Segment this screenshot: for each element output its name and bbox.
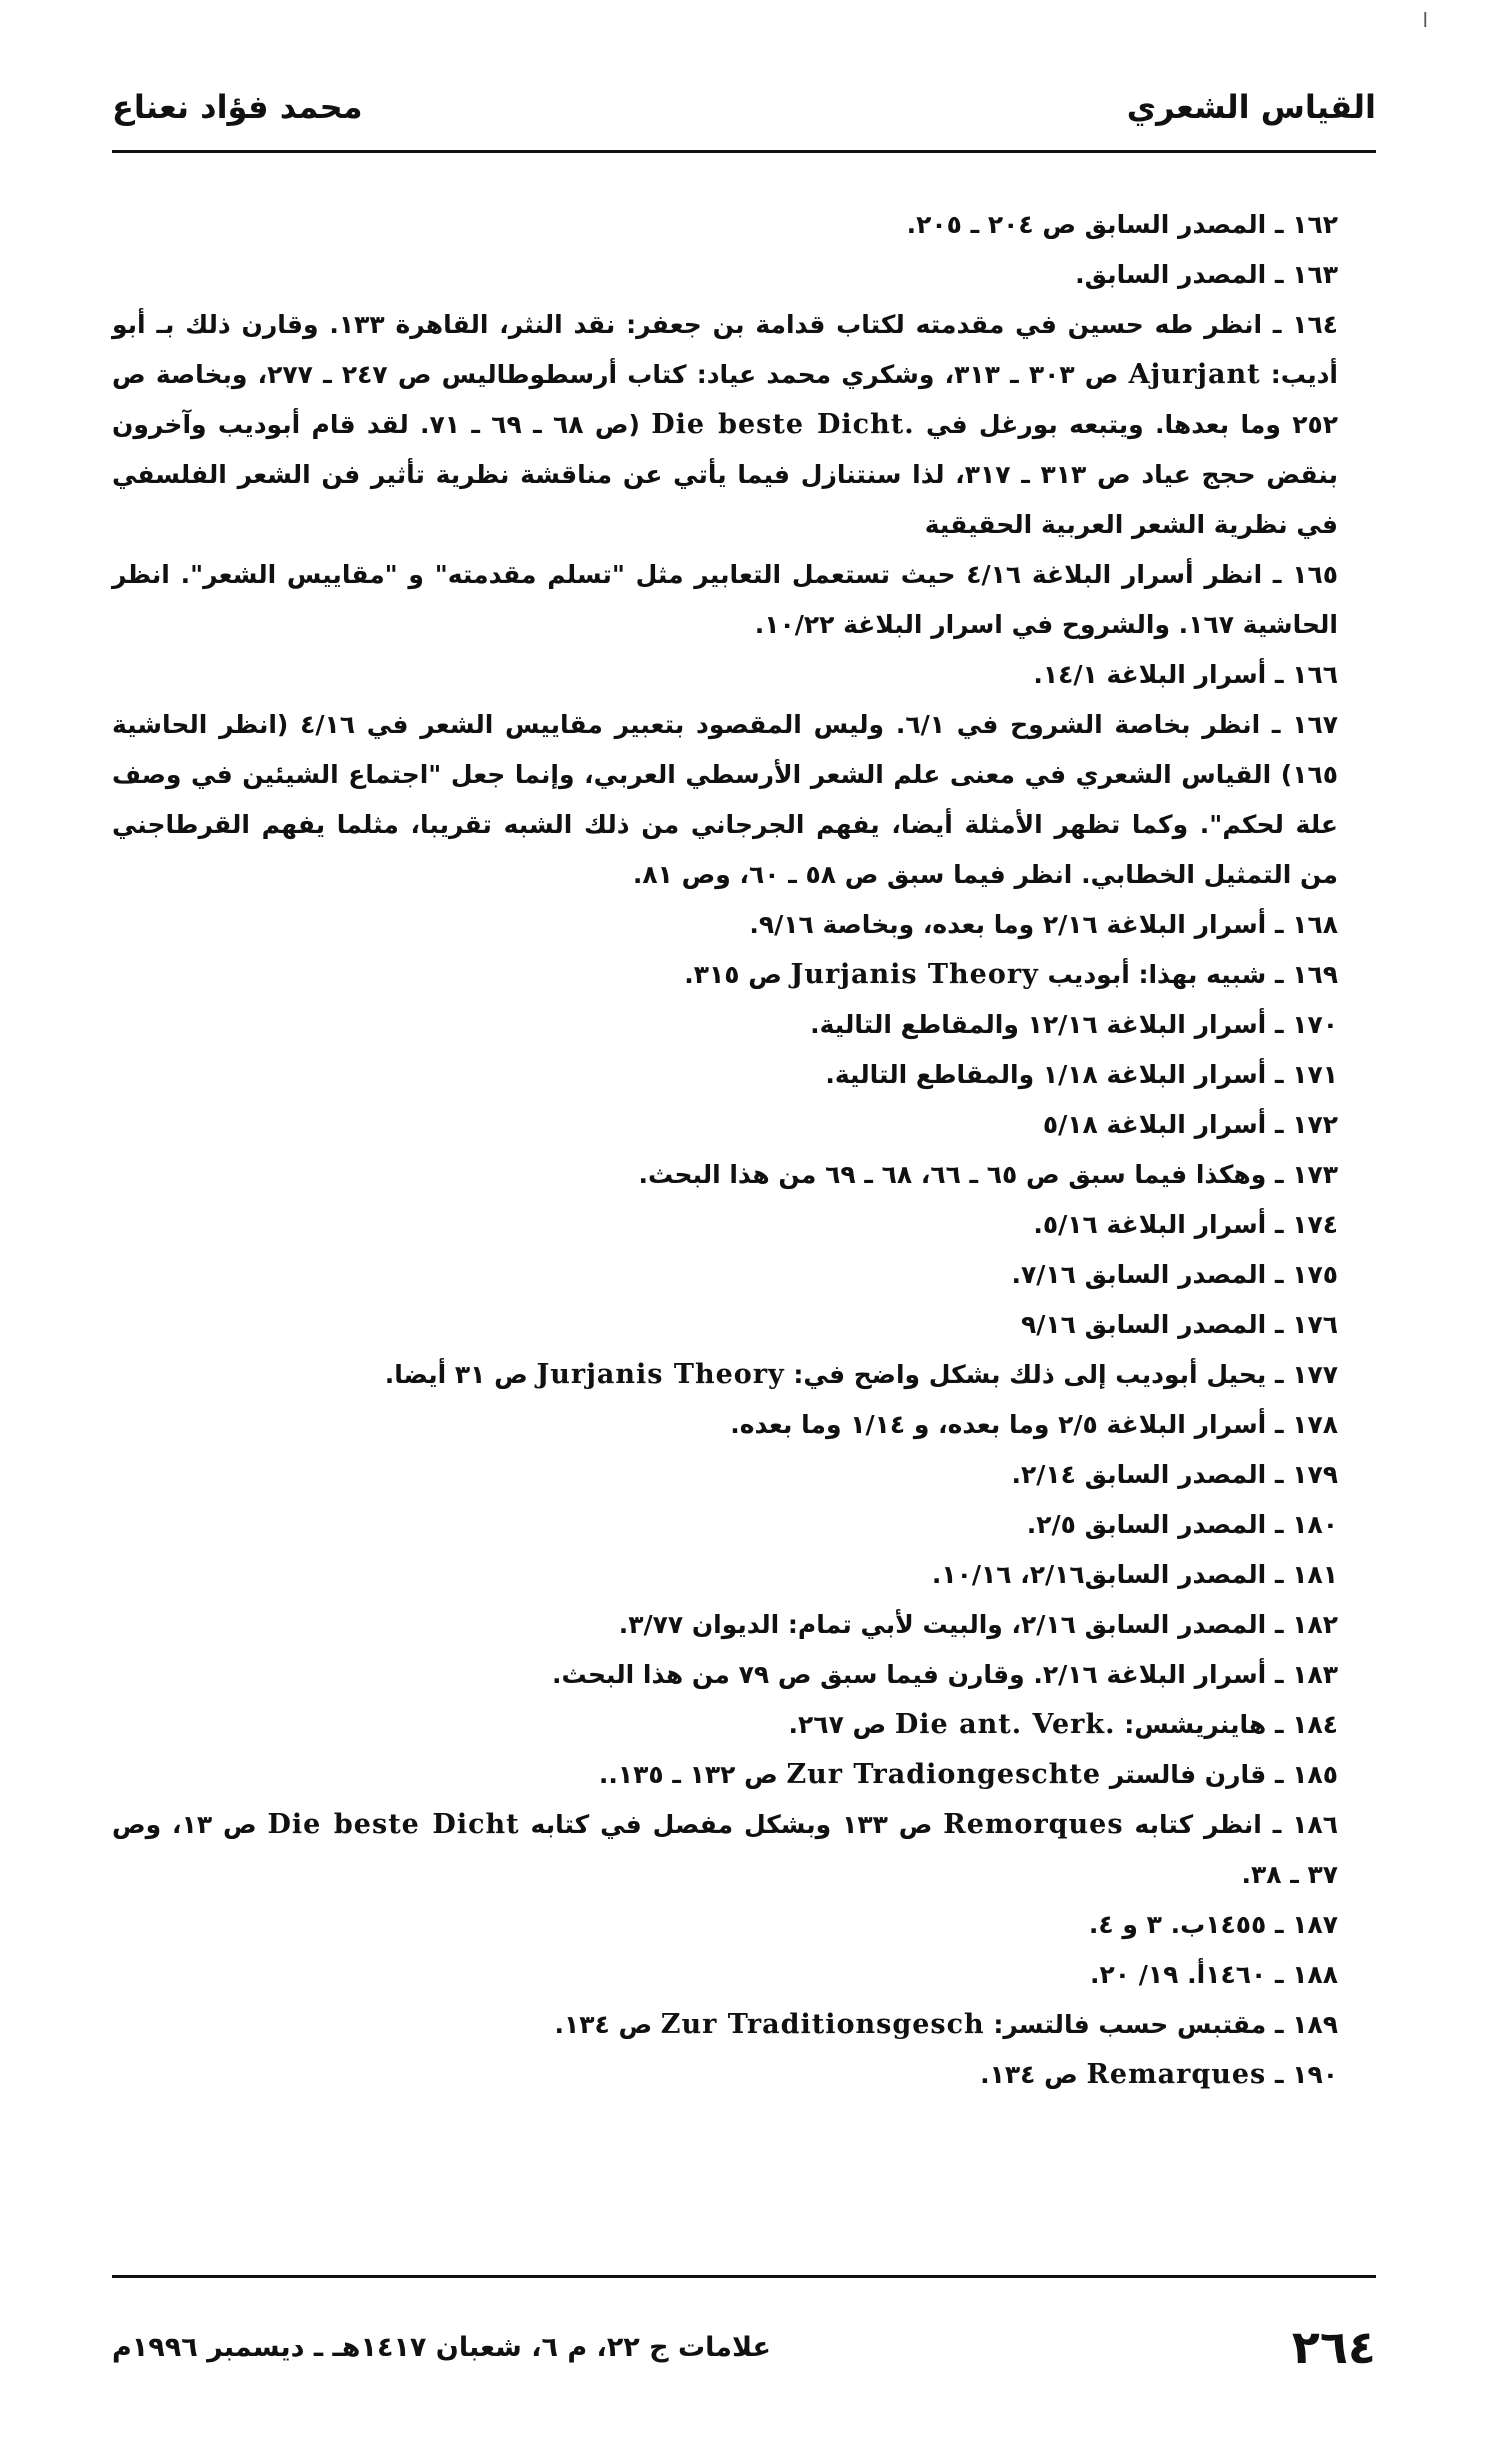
latin-citation: Zur Tradiongeschte [786,1759,1102,1790]
endnote-number: ١٨٤ [1292,1710,1338,1739]
endnote-text: ـ أسرار البلاغة ٥/١٨ [1042,1110,1284,1139]
endnote-number: ١٦٣ [1292,260,1338,289]
endnote-number: ١٨٦ [1292,1810,1338,1839]
book-title: القياس الشعري [1126,88,1376,126]
endnote-text: ـ المصدر السابق ٧/١٦. [1011,1260,1284,1289]
latin-citation: Die ant. Verk. [894,1709,1116,1740]
endnote-number: ١٨١ [1292,1560,1338,1589]
endnote [112,1050,1376,1100]
endnote-text: ص ١٣٤. [980,2060,1087,2089]
endnote-number: ١٩٠ [1292,2060,1338,2089]
endnote-number: ١٧٦ [1292,1310,1338,1339]
endnote-number: ١٧٠ [1292,1010,1338,1039]
endnote-number: ١٨٢ [1292,1610,1338,1639]
footer-rule [112,2275,1376,2278]
latin-citation: Jurjanis Theory [790,959,1039,990]
endnote-text: ص ٢٦٧. [788,1710,895,1739]
latin-citation: Jurjanis Theory [536,1359,785,1390]
endnote-text: ـ شبيه بهذا: أبوديب [1038,960,1284,989]
endnote-text: ـ المصدر السابق٢/١٦، ١٠/١٦. [931,1560,1284,1589]
endnote-number: ١٧٤ [1292,1210,1338,1239]
endnote-number: ١٦٨ [1292,910,1338,939]
latin-citation: Remarques [1086,2059,1267,2090]
endnote [112,950,1376,1000]
endnote [112,1100,1376,1150]
endnote-number: ١٧٢ [1292,1110,1338,1139]
endnote [112,200,1376,250]
endnote-text: ص ١٣٤. [554,2010,661,2039]
endnote [112,1200,1376,1250]
endnote-text: ـ ١٤٦٠أ. ١٩/ ٢٠. [1090,1960,1284,1989]
endnote-number: ١٧١ [1292,1060,1338,1089]
endnote-text: ـ المصدر السابق ٢/١٤. [1011,1460,1284,1489]
endnote-text: ـ أسرار البلاغة ١/١٨ والمقاطع التالية. [825,1060,1284,1089]
endnote-text: ـ المصدر السابق ٢/٥. [1026,1510,1284,1539]
endnote-text: ص ٣١٥. [684,960,791,989]
endnote-text: ـ انظر طه حسين في مقدمته لكتاب قدامة بن جعفر: نقد النثر، القاهرة ١٣٣. وقارن ذلك بـ أبو أديب: [112,310,1338,389]
latin-citation: Remorques [943,1809,1124,1840]
endnote-text: ـ انظر بخاصة الشروح في ٦/١. وليس المقصود بتعبير مقاييس الشعر في ٤/١٦ (انظر الحاشية ١٦٥) القياس الشعري في معنى علم الشعر الأرسطي العربي، وإنما جعل "اجتماع الشيئين في وصف علة لحكم". وكما تظهر الأمثلة أيضا، يفهم الجرجاني من ذلك الشبه تقريبا، مثلما يفهم القرطاجني من التمثيل الخطابي. انظر فيما سبق ص ٥٨ ـ ٦٠، وص ٨١. [112,710,1338,889]
endnote [112,1450,1376,1500]
endnote-number: ١٧٣ [1292,1160,1338,1189]
endnote-number: ١٨٩ [1292,2010,1338,2039]
endnote-number: ١٧٨ [1292,1410,1338,1439]
endnote-number: ١٨٧ [1292,1910,1338,1939]
endnote-text: ـ أسرار البلاغة ٥/١٦. [1033,1210,1284,1239]
endnote-number: ١٦٤ [1292,310,1338,339]
endnote-text: ـ هاينريشس: [1115,1710,1284,1739]
endnote-number: ١٧٩ [1292,1460,1338,1489]
endnote-text: ص ٣٠٣ ـ ٣١٣، وشكري محمد عياد: كتاب أرسطوطاليس ص ٢٤٧ ـ ٢٧٧، وبخاصة ص ٢٥٢ وما بعدها. ويتبعه بورغل في [112,360,1339,439]
endnote-number: ١٨٥ [1292,1760,1338,1789]
endnote-text: ـ المصدر السابق ٢/١٦، والبيت لأبي تمام: الديوان ٣/٧٧. [618,1610,1284,1639]
endnote [112,1300,1376,1350]
endnote-number: ١٦٢ [1292,210,1338,239]
endnote-text: (ص ٦٨ ـ ٦٩ ـ ٧١. لقد قام أبوديب وآخرون بنقض حجج عياد ص ٣١٣ ـ ٣١٧، لذا سنتنازل فيما يأتي عن مناقشة نظرية تأثير فن الشعر الفلسفي في نظرية الشعر العربية الحقيقية [112,410,1338,539]
endnote-number: ١٦٦ [1292,660,1338,689]
endnote [112,1800,1376,1900]
endnote-text: ص ٣١ أيضا. [384,1360,537,1389]
endnote-text: ـ المصدر السابق ص ٢٠٤ ـ ٢٠٥. [906,210,1284,239]
endnote-number: ١٨٠ [1292,1510,1338,1539]
header-rule [112,150,1376,153]
endnote-text: ـ أسرار البلاغة ١٤/١. [1033,660,1284,689]
endnote-number: ١٦٧ [1292,710,1339,739]
endnote [112,650,1376,700]
endnote [112,1400,1376,1450]
endnotes-list [112,200,1376,2100]
endnote-text: ـ مقتبس حسب فالتسر: [984,2010,1284,2039]
page-footer [112,2320,1376,2390]
latin-citation: Die beste Dicht [267,1809,520,1840]
latin-citation: Zur Traditionsgesch [660,2009,985,2040]
endnote-text: ـ المصدر السابق. [1075,260,1284,289]
endnote [112,1150,1376,1200]
endnote-text: ص ١٣٢ ـ ١٣٥.. [598,1760,787,1789]
endnote [112,1500,1376,1550]
endnote [112,700,1376,900]
latin-citation: Ajurjant [1128,359,1261,390]
endnote [112,1950,1376,2000]
endnote-text: ـ أسرار البلاغة ٢/١٦. وقارن فيما سبق ص ٧٩ من هذا البحث. [552,1660,1284,1689]
endnote [112,2050,1376,2100]
endnote-text: ـ أسرار البلاغة ١٢/١٦ والمقاطع التالية. [810,1010,1284,1039]
scan-corner-mark: ا [1422,8,1428,32]
endnote [112,1550,1376,1600]
endnote-text: ـ وهكذا فيما سبق ص ٦٥ ـ ٦٦، ٦٨ ـ ٦٩ من هذا البحث. [638,1160,1284,1189]
endnote-text: ـ انظر كتابه [1123,1810,1282,1839]
endnote [112,1350,1376,1400]
endnote [112,2000,1376,2050]
endnote [112,1750,1376,1800]
endnote-text: ص ١٣٣ وبشكل مفصل في كتابه [519,1810,944,1839]
endnote-number: ١٨٣ [1292,1660,1338,1689]
endnote-number: ١٦٩ [1292,960,1338,989]
endnote-text: ص ١٣، وص ٣٧ ـ ٣٨. [112,1810,1338,1889]
endnote-number: ١٨٨ [1292,1960,1338,1989]
endnote-text: ـ [1266,2060,1284,2089]
endnote-text: ـ المصدر السابق ٩/١٦ [1021,1310,1284,1339]
endnote-number: ١٧٧ [1292,1360,1338,1389]
endnote-text: ـ يحيل أبوديب إلى ذلك بشكل واضح في: [784,1360,1284,1389]
endnote [112,550,1376,650]
endnote [112,900,1376,950]
endnote [112,1600,1376,1650]
endnote [112,1650,1376,1700]
endnote-number: ١٧٥ [1292,1260,1338,1289]
endnote-text: ـ أسرار البلاغة ٢/١٦ وما بعده، وبخاصة ٩/١٦. [749,910,1284,939]
endnote [112,1900,1376,1950]
endnote [112,1700,1376,1750]
endnote-number: ١٦٥ [1292,560,1338,589]
endnote [112,1250,1376,1300]
author-name: محمد فؤاد نعناع [112,88,363,126]
page-number: ٢٦٤ [1291,2320,1376,2374]
running-header [112,88,1376,148]
endnote [112,1000,1376,1050]
endnote [112,250,1376,300]
endnote-text: ـ ١٤٥٥ب. ٣ و ٤. [1088,1910,1284,1939]
journal-citation: علامات ج ٢٢، م ٦، شعبان ١٤١٧هـ ـ ديسمبر ١٩٩٦م [112,2332,771,2363]
endnote-text: ـ انظر أسرار البلاغة ٤/١٦ حيث تستعمل التعابير مثل "تسلم مقدمته" و "مقاييس الشعر". انظر الحاشية ١٦٧. والشروح في اسرار البلاغة ١٠/٢٢. [112,560,1338,639]
endnote-text: ـ أسرار البلاغة ٢/٥ وما بعده، و ١/١٤ وما بعده. [730,1410,1284,1439]
latin-citation: Die beste Dicht. [651,409,915,440]
endnote-text: ـ قارن فالستر [1101,1760,1284,1789]
endnote [112,300,1376,550]
